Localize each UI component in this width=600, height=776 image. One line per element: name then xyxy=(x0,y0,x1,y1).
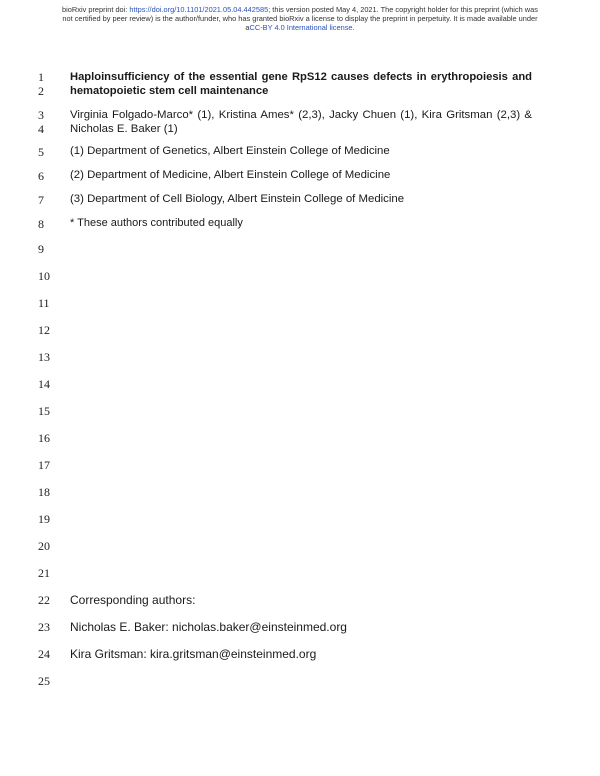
line-number: 12 xyxy=(38,323,50,337)
paper-title: Haploinsufficiency of the essential gene RpS12 causes defects in erythropoiesis and hematopoietic stem cell maintenance xyxy=(70,71,532,97)
line-number: 7 xyxy=(38,193,44,207)
line-number: 1 xyxy=(38,70,44,84)
line-number: 10 xyxy=(38,269,50,283)
line-number: 24 xyxy=(38,647,50,661)
license-link[interactable]: CC-BY 4.0 International license xyxy=(249,23,353,32)
preprint-header xyxy=(60,5,540,32)
doi-link[interactable]: https://doi.org/10.1101/2021.05.04.442585 xyxy=(129,5,269,14)
corresponding-author-gritsman: Kira Gritsman: kira.gritsman@einsteinmed.org xyxy=(70,647,317,661)
line-number: 16 xyxy=(38,431,50,445)
affiliation-genetics: (1) Department of Genetics, Albert Einstein College of Medicine xyxy=(70,145,390,157)
line-number: 8 xyxy=(38,217,44,231)
line-number: 22 xyxy=(38,593,50,607)
line-number: 4 xyxy=(38,122,44,136)
line-number: 13 xyxy=(38,350,50,364)
affiliation-medicine: (2) Department of Medicine, Albert Einstein College of Medicine xyxy=(70,169,391,181)
line-number: 9 xyxy=(38,242,44,256)
line-number: 25 xyxy=(38,674,50,688)
line-number: 15 xyxy=(38,404,50,418)
line-number: 2 xyxy=(38,84,44,98)
line-number: 20 xyxy=(38,539,50,553)
author-list: Virginia Folgado-Marco* (1), Kristina Ames* (2,3), Jacky Chuen (1), Kira Gritsman (2,3) & Nicholas E. Baker (1) xyxy=(70,109,532,135)
corresponding-author-baker: Nicholas E. Baker: nicholas.baker@einsteinmed.org xyxy=(70,620,347,634)
header-suffix: . xyxy=(352,23,355,32)
header-prefix: bioRxiv preprint doi: xyxy=(62,5,130,14)
corresponding-heading: Corresponding authors: xyxy=(70,593,196,607)
equal-contribution-note: * These authors contributed equally xyxy=(70,217,243,229)
line-number: 6 xyxy=(38,169,44,183)
line-number: 23 xyxy=(38,620,50,634)
header-middle: ; this version posted May 4, 2021. The copyright holder for this preprint (which was not certified by peer review) is the author/funder, who has granted bioRxiv a license to display the preprint in perpetuity. It is made available under a xyxy=(62,5,538,32)
line-number: 19 xyxy=(38,512,50,526)
line-number: 21 xyxy=(38,566,50,580)
line-number: 5 xyxy=(38,145,44,159)
line-number: 11 xyxy=(38,296,50,310)
line-number: 14 xyxy=(38,377,50,391)
line-number: 3 xyxy=(38,108,44,122)
line-number: 17 xyxy=(38,458,50,472)
line-number: 18 xyxy=(38,485,50,499)
affiliation-cell-biology: (3) Department of Cell Biology, Albert Einstein College of Medicine xyxy=(70,193,405,205)
